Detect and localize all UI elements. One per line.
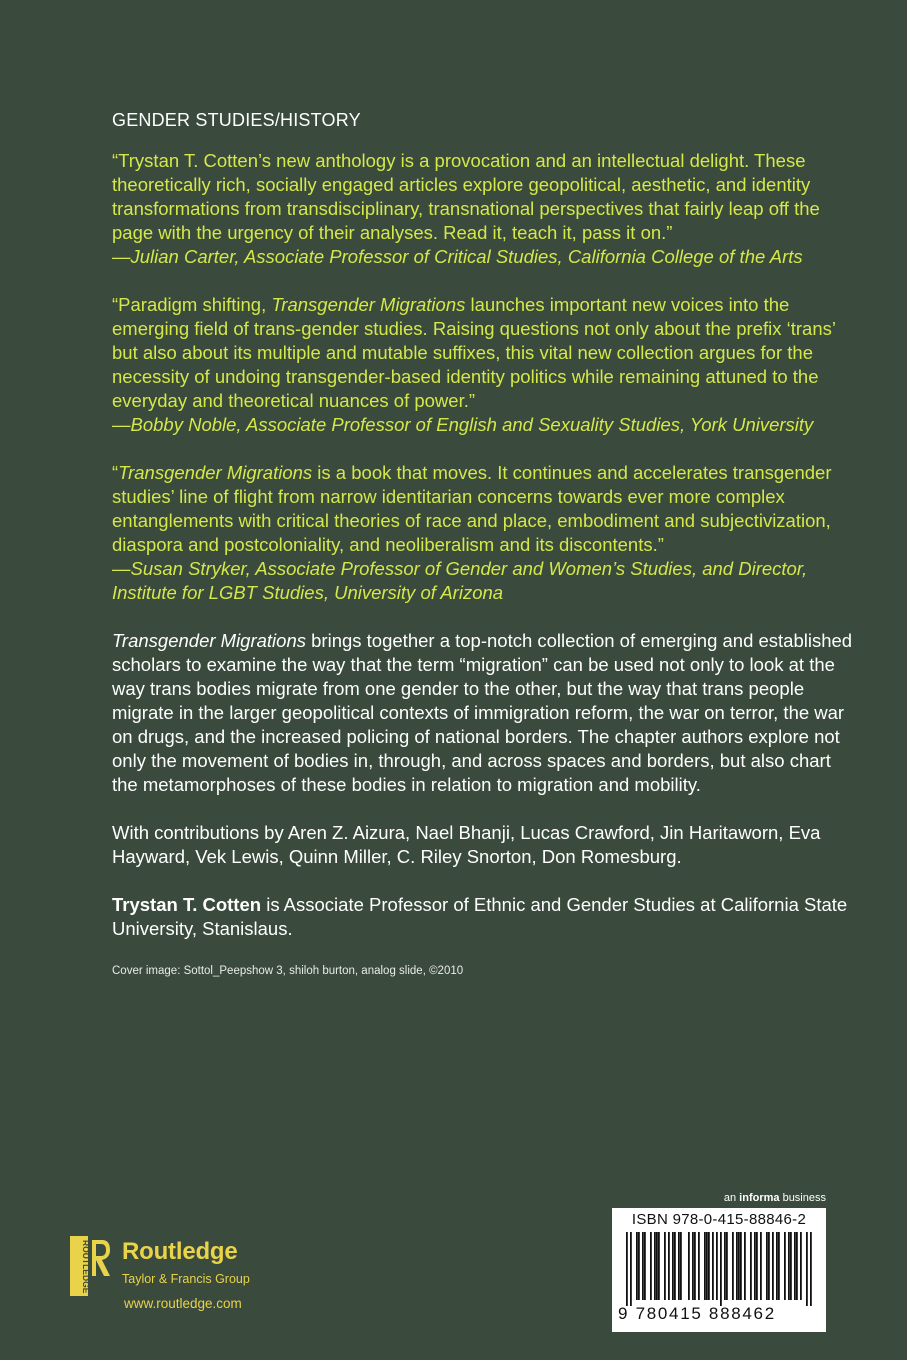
- blurb-2-title: Transgender Migrations: [271, 294, 466, 315]
- publisher-name: Routledge: [122, 1238, 238, 1265]
- routledge-logo-icon: [70, 1236, 112, 1296]
- publisher-url[interactable]: www.routledge.com: [124, 1296, 242, 1311]
- informa-prefix: an: [723, 1192, 740, 1204]
- blurb-3: [112, 461, 857, 605]
- author-bio-text: is Associate Professor of Ethnic and Gender Studies at California State University, Stanislaus.: [112, 894, 848, 939]
- blurb-3-pre: “: [112, 462, 119, 483]
- author-bio: [112, 893, 857, 941]
- blurb-3-post: is a book that moves. It continues and accelerates transgender studies’ line of flight from narrow identitarian concerns towards ever more complex entanglements with critical theories of race and place, embodiment and subjectivization, diaspora and postcoloniality, and neoliberalism and its discontents.”: [112, 462, 832, 555]
- blurb-1-body: “Trystan T. Cotten’s new anthology is a provocation and an intellectual delight. These theoretically rich, socially engaged articles explore geopolitical, aesthetic, and identity transformations from transdisciplinary, transnational perspectives that fairly leap off the page with the urgency of their analyses. Read it, teach it, pass it on.”: [112, 150, 820, 243]
- publisher-block: [60, 1232, 320, 1322]
- blurb-2-post: launches important new voices into the emerging field of trans-gender studies. Raising questions not only about the prefix ‘trans’ but also about its multiple and mutable suffixes, this vital new collection argues for the necessity of undoing transgender-based identity politics while remaining attuned to the everyday and theoretical nuances of power.”: [112, 294, 836, 411]
- blurb-2-pre: “Paradigm shifting,: [112, 294, 272, 315]
- isbn-barcode-block: [612, 1192, 826, 1340]
- publisher-group: Taylor & Francis Group: [122, 1272, 250, 1286]
- barcode-box: [612, 1208, 826, 1332]
- blurb-1-attribution: —Julian Carter, Associate Professor of Critical Studies, California College of the Arts: [112, 246, 803, 267]
- author-name: Trystan T. Cotten: [112, 894, 262, 915]
- book-description: [112, 629, 857, 797]
- category-label: GENDER STUDIES/HISTORY: [112, 110, 361, 130]
- informa-suffix: business: [779, 1192, 826, 1204]
- blurb-3-title: Transgender Migrations: [118, 462, 313, 483]
- isbn-digits: 9 780415 888462: [618, 1304, 776, 1323]
- cover-credit: Cover image: Sottol_Peepshow 3, shiloh burton, analog slide, ©2010: [112, 965, 464, 977]
- blurb-2-attribution: —Bobby Noble, Associate Professor of English and Sexuality Studies, York University: [112, 414, 814, 435]
- blurb-3-attribution: —Susan Stryker, Associate Professor of Gender and Women’s Studies, and Director, Institute for LGBT Studies, University of Arizona: [112, 558, 808, 603]
- barcode-icon: [626, 1232, 812, 1306]
- contributors: With contributions by Aren Z. Aizura, Nael Bhanji, Lucas Crawford, Jin Haritaworn, Eva Hayward, Vek Lewis, Quinn Miller, C. Riley Snorton, Don Romesburg.: [112, 822, 821, 867]
- description-text: brings together a top-notch collection of emerging and established scholars to examine the way that the term “migration” can be used not only to look at the way trans bodies migrate from one gender to the other, but the way that trans people migrate in the larger geopolitical contexts of immigration reform, the war on terror, the war on drugs, and the increased policing of national borders. The chapter authors explore not only the movement of bodies in, through, and across spaces and borders, but also chart the metamorphoses of these bodies in relation to migration and mobility.: [112, 630, 853, 795]
- back-cover-text: [112, 110, 857, 977]
- informa-brand: informa: [739, 1192, 780, 1204]
- description-title: Transgender Migrations: [112, 630, 306, 651]
- blurb-1: [112, 149, 857, 269]
- isbn-label: ISBN 978-0-415-88846-2: [631, 1211, 807, 1228]
- routledge-spine-text: ROUTLEDGE: [81, 1240, 91, 1294]
- blurb-2: [112, 293, 857, 437]
- informa-tagline: [724, 1192, 826, 1204]
